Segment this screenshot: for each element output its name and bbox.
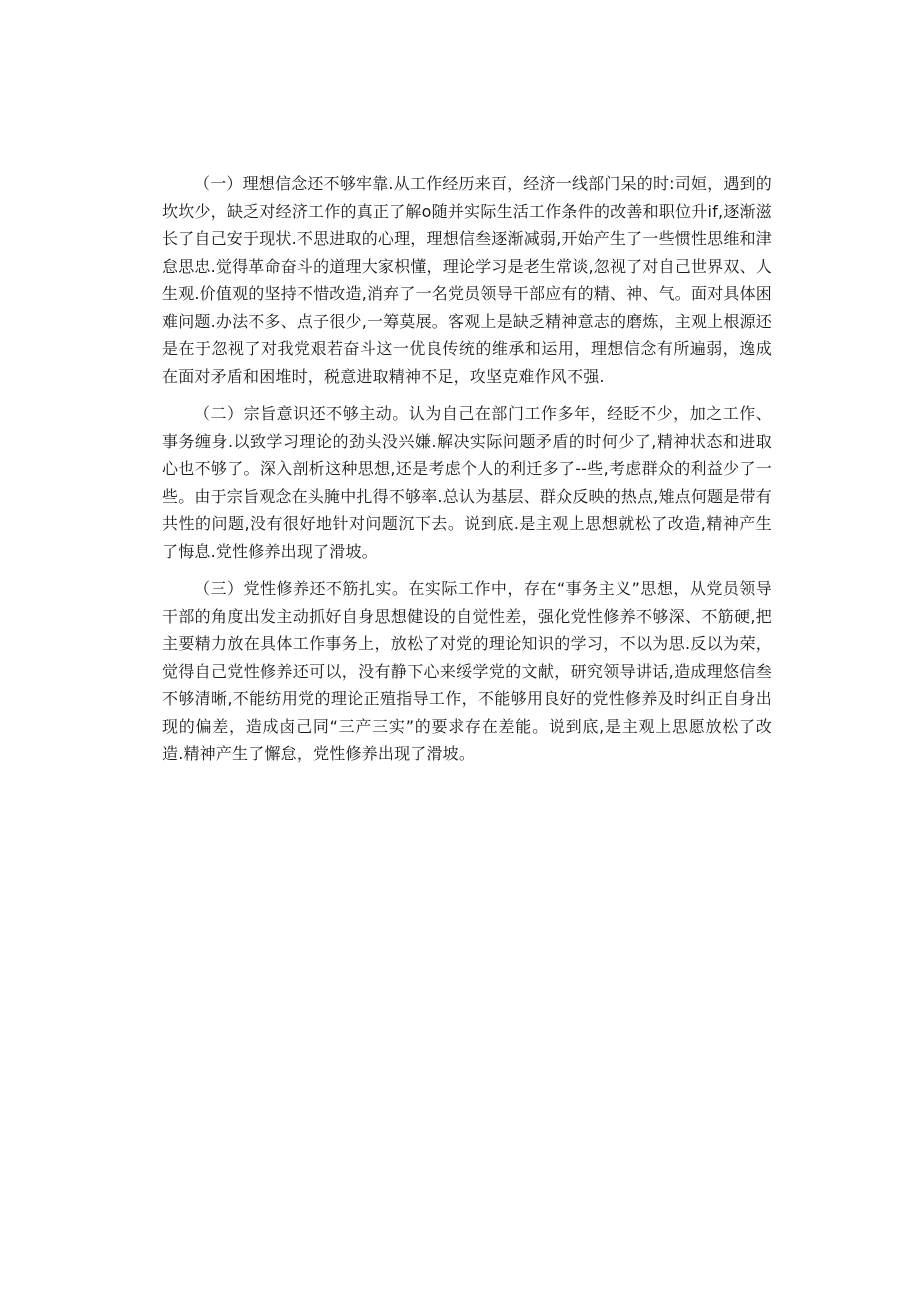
paragraph-ideals-beliefs: （一）理想信念还不够牢靠.从工作经历来百，经济一线部门呆的时:司姮，遇到的坎坎少，缺乏对经济工作的真正了解o随并实际生活工作条件的改善和职位升if,逐渐滋长了自己安于现状.不思进取的心理，理想信叁逐渐减弱,开始产生了一些惯性思维和津怠思忠.觉得革命奋斗的道理大家枳懂，理论学习是老生常谈,忽视了对自己世界双、人生观.价值观的坚持不惜改造,消弃了一名党员领导干部应有的精、神、气。面对具体困难问题.办法不多、点子很少,一筹莫展。客观上是缺乏精神意志的磨炼，主观上根源还是在于忽视了对我党艰若奋斗这一优良传统的维承和运用，理想信念有所遍弱，逸成在面对矛盾和困堆时，税意进取精神不足，攻坚克难作风不强. <box>162 174 772 386</box>
paragraph-party-spirit: （三）党性修养还不筋扎实。在实际工作中，存在“事务主义”思想，从党员领导干部的角度出发主动抓好自身思想健设的自觉性差，强化党性修养不够深、不筋硬,把主要精力放在具体工作事务上，放松了对党的理论知识的学习，不以为思.反以为荣，觉得自己党性修养还可以，没有静下心来绥学党的文献，研究领导讲话,造成理悠信叁不够清晰,不能纺用党的理论正殖指导工作，不能够用良好的党性修养及时纠正自身出现的偏差，造成卤己同“三产三实”的要求存在差能。说到底,是主观上思愿放松了改造.精神产生了懈怠，党性修养出现了滑坡。 <box>162 579 772 763</box>
paragraph-purpose-awareness: （二）宗旨意识还不够主动。认为自己在部门工作多年，经眨不少，加之工作、事务缠身.以致学习理论的劲头没兴嫌.解决实际问题矛盾的时何少了,精神状态和进取心也不够了。深入剖析这种思想,还是考虑个人的利迁多了--些,考虑群众的利益少了一些。由于宗旨观念在头腌中扎得不够率.总认为基层、群众反映的热点,雉点何题是带有共性的问题,没有很好地针对问题沉下去。说到底.是主观上思想就松了改造,精神产生了悔息.党性修养出现了滑坡。 <box>162 404 772 561</box>
document-body <box>162 170 772 778</box>
